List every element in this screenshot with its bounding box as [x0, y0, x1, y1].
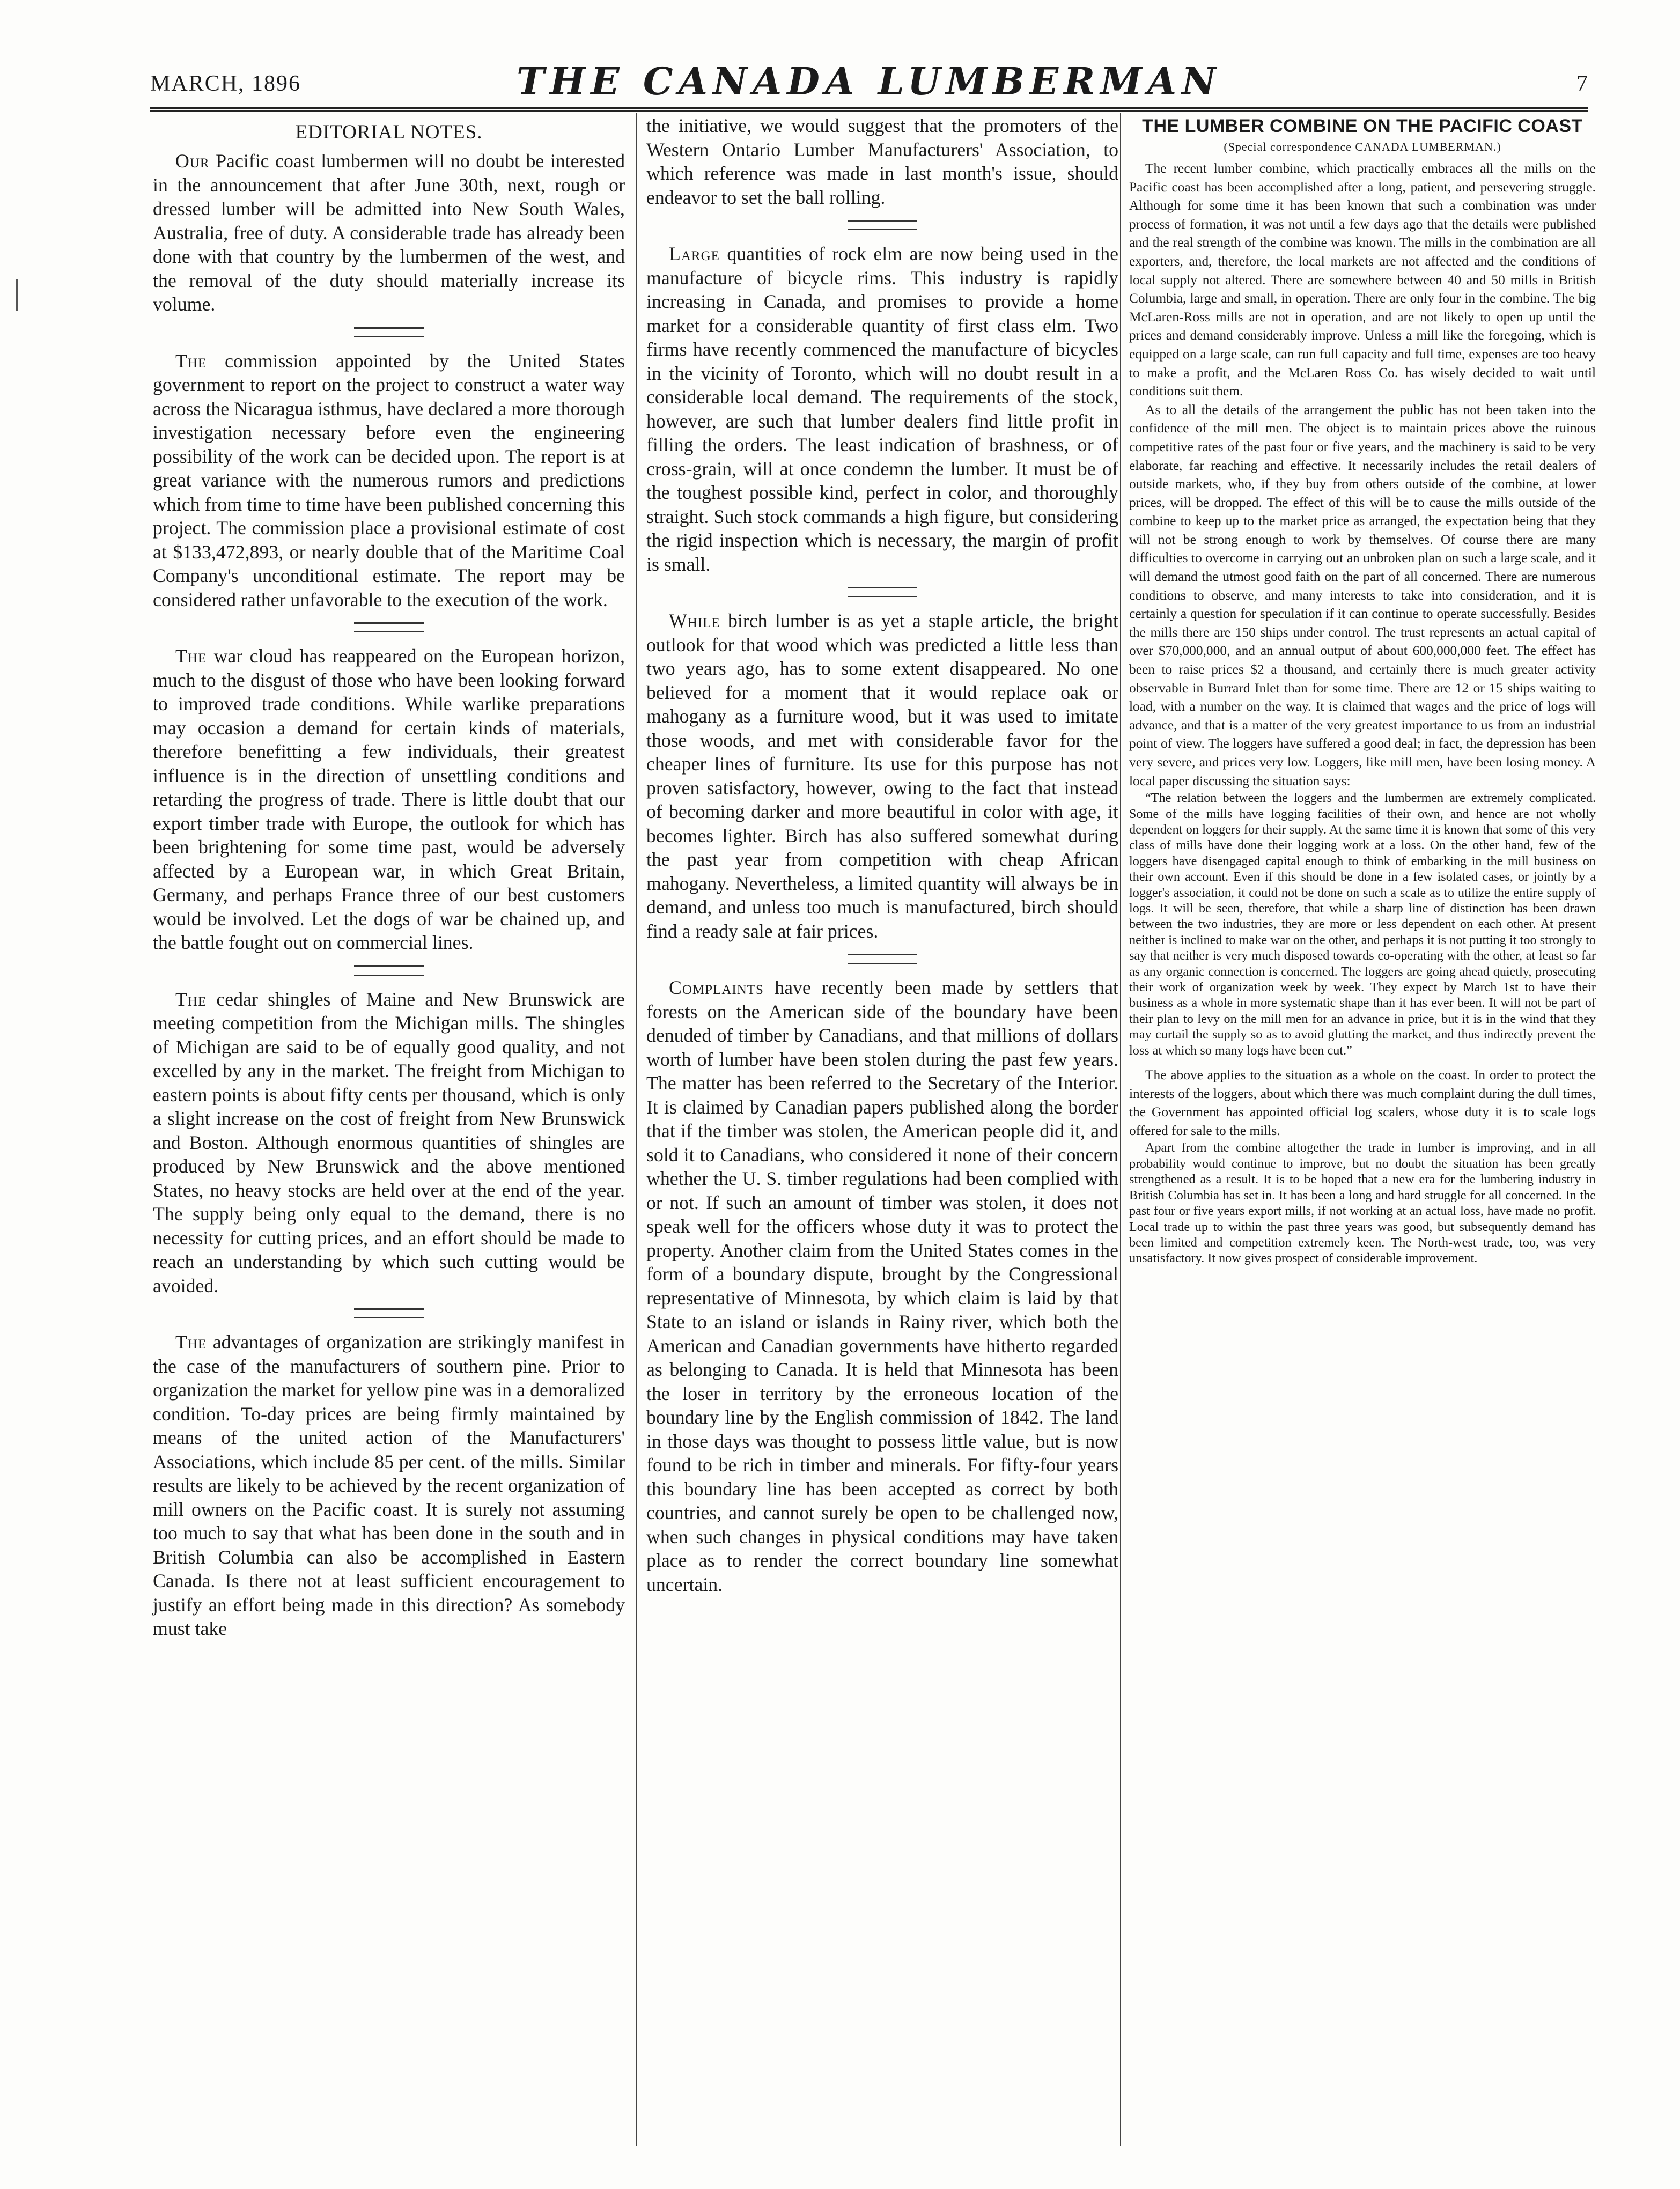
- paragraph-separator: [354, 327, 424, 337]
- paragraph-lead: The: [175, 1331, 207, 1353]
- article-paragraph: [1129, 401, 1596, 790]
- paragraph-text: cedar shingles of Maine and New Brunswick are meeting competition from the Michigan mills. The shingles of Michigan are said to be of equally good quality, and not excelled by any in the market. The freight from Michigan to eastern points is about fifty cents per thousand, which is only a slight increase on the cost of freight from New Brunswick and Boston. Although enormous quantities of shingles are produced by New Brunswick and the above mentioned States, no heavy stocks are held over at the end of the year. The supply being only equal to the demand, there is no necessity for cutting prices, and an effort should be made to reach an understanding by which such cutting would be avoided.: [153, 988, 625, 1296]
- paragraph-text: As to all the details of the arrangement the public has not been taken into the confidence of the mill men. The object is to maintain prices above the ruinous competitive rates of the past four or five years, and the machinery is said to be very elaborate, far reaching and effective. It necessarily includes the retail dealers of outside markets, who, if they buy from others outside of the combine, at lower prices, will be dropped. The effect of this will be to cause the mills outside of the combine to keep up to the market price as arranged, the expectation being that they will not be strong enough to work by themselves. Of course there are many difficulties to overcome in carrying out an unbroken plan on such a large scale, and it will demand the utmost good faith on the part of all concerned. There are numerous conditions to observe, and many interests to take into consideration, and it is certainly a question for speculation if it can continue to operate successfully. Besides the mills there are 150 ships under control. The trust represents an actual capital of over $70,000,000, and an annual output of about 600,000,000 feet. The effect has been to raise prices $2 a thousand, and certainly there is much greater activity observable in Burrard Inlet than for some time. There are 12 or 15 ships waiting to load, with a number on the way. It is claimed that wages and the price of logs will advance, and that is a matter of the very greatest importance to us from an industrial point of view. The loggers have suffered a good deal; in fact, the depression has been very severe, and prices very low. Loggers, like mill men, have been losing money. A local paper discussing the situation says:: [1129, 402, 1596, 788]
- article-paragraph: [153, 987, 625, 1298]
- paragraph-lead: The: [175, 350, 207, 372]
- paragraph-text: quantities of rock elm are now being used in the manufacture of bicycle rims. This industry is rapidly increasing in Canada, and promises to provide a home market for a considerable quantity of first class elm. Two firms have recently commenced the manufacture of bicycles in the vicinity of Toronto, which will no doubt result in a considerable local demand. The requirements of the stock, however, are such that lumber dealers find little profit in filling the orders. The least indication of brashness, or of cross-grain, will at once condemn the lumber. It must be of the toughest possible kind, perfect in color, and thoroughly straight. Such stock commands a high figure, but considering the rigid inspection which is necessary, the margin of profit is small.: [646, 243, 1118, 575]
- quote-paragraph: “The relation between the loggers and the lumbermen are extremely complicated. Some of the mills have logging facilities of their own, and hence are not wholly dependent on loggers for their supply. At the same time it is known that some of this very class of mills have done their logging work at a loss. On the other hand, few of the loggers have disengaged capital enough to think of embarking in the mill business on their own account. Even if this should be done in a few isolated cases, or jointly by a logger's association, it could not be done on such a scale as to utilize the entire supply of logs. It will be seen, therefore, that while a sharp line of distinction has been drawn between the two industries, they are more or less dependent on each other. At present neither is inclined to make war on the other, and perhaps it is not putting it too strongly to say that neither is very much disposed towards co-operating with the other, at least so far as any organic connection is concerned. The loggers are going ahead quietly, prosecuting their work of organization week by week. They expect by March 1st to have their business as a whole in more systematic shape than it has ever been. It will not be part of their plan to levy on the mill men for an advance in price, but it is in the wind that they may curtail the supply so as to avoid glutting the market, and thus indirectly prevent the loss at which so many logs have been cut.”: [1129, 791, 1596, 1058]
- paragraph-lead: Large: [669, 243, 720, 264]
- article-paragraph: [646, 242, 1118, 576]
- paragraph-lead: The: [1145, 161, 1167, 176]
- paragraph-text: advantages of organization are strikingly manifest in the case of the manufacturers of southern pine. Prior to organization the market for yellow pine was in a demoralized condition. To-day prices are being firmly maintained by means of the united action of the Manufacturers' Associations, which include 85 per cent. of the mills. Similar results are likely to be achieved by the recent organization of mill owners on the Pacific coast. It is surely not assuming too much to say that what has been done in the south and in British Columbia can also be accomplished in Eastern Canada. Is there not at least sufficient encouragement to justify an effort being made in this direction? As somebody must take: [153, 1331, 625, 1639]
- article-paragraph: [646, 976, 1118, 1596]
- paragraph-separator: [354, 622, 424, 632]
- closing-section: [1129, 1066, 1596, 1266]
- article-paragraph: [153, 149, 625, 316]
- issue-date: MARCH, 1896: [150, 71, 301, 96]
- page-number: 7: [1576, 71, 1588, 96]
- paragraph-separator: [354, 965, 424, 976]
- section-heading: EDITORIAL NOTES.: [295, 121, 483, 143]
- masthead-rule: [150, 107, 1588, 112]
- paragraph-text: have recently been made by settlers that forests on the American side of the boundary have been denuded of timber by Canadians, and that millions of dollars worth of lumber have been stolen during the past few years. The matter has been referred to the Secretary of the Interior. It is claimed by Canadian papers published along the border that if the timber was stolen, the American people did it, and sold it to Canadians, who considered it none of their concern whether the U. S. timber regulations had been complied with or not. If such an amount of timber was stolen, it does not speak well for the officers whose duty it was to protect the property. Another claim from the United States comes in the form of a boundary dispute, brought by the Congressional representative of Minnesota, by which claim is laid by that State to an island or islands in Rainy river, which both the American and Canadian governments have hitherto regarded as belonging to Canada. It is held that Minnesota has been the loser in territory by the erroneous location of the boundary line by the English commission of 1842. The land in those days was thought to possess little value, but is now found to be rich in timber and minerals. For fifty-four years this boundary line has been accepted as correct by both countries, and cannot surely be open to be challenged now, when such changes in physical conditions may have taken place as to render the correct boundary line somewhat uncertain.: [646, 977, 1118, 1595]
- paragraph-text: birch lumber is as yet a staple article, the bright outlook for that wood which was predicted a little less than two years ago, has to some extent disappeared. No one believed for a moment that it would replace oak or mahogany as a furniture wood, but it was used to imitate those woods, and met with considerable favor for the cheaper lines of furniture. Its use for this purpose has not proven satisfactory, however, owing to the fact that instead of becoming darker and more beautiful in color with age, it becomes lighter. Birch has also suffered somewhat during the past year from competition with cheap African mahogany. Nevertheless, a limited quantity will always be in demand, and unless too much is manufactured, birch should find a ready sale at fair prices.: [646, 610, 1118, 942]
- paragraph-separator: [848, 220, 917, 230]
- paragraph-separator: [354, 1308, 424, 1318]
- paragraph-lead: The: [175, 645, 207, 667]
- column-divider: [1120, 113, 1121, 2146]
- paragraph-text: commission appointed by the United States government to report on the project to construct a water way across the Nicaragua isthmus, have declared a more thorough investigation necessary before even the engineering possibility of the work can be decided upon. The report is at great variance with the numerous rumors and predictions which from time to time have been published concerning this project. The commission place a provisional estimate of cost at $133,472,893, or nearly double that of the Maritime Coal Company's unconditional estimate. The report may be considered rather unfavorable to the execution of the work.: [153, 350, 625, 610]
- paragraph-text: Pacific coast lumbermen will no doubt be interested in the announcement that after June 30th, next, rough or dressed lumber will be admitted into New South Wales, Australia, free of duty. A considerable trade has already been done with that country by the lumbermen of the west, and the removal of the duty should materially increase its volume.: [153, 150, 625, 315]
- article-paragraph: [1129, 1066, 1596, 1140]
- article-paragraph: [646, 609, 1118, 943]
- article-paragraph: [1129, 1140, 1596, 1266]
- paragraph-text: war cloud has reappeared on the European horizon, much to the disgust of those who have been looking forward to improved trade conditions. While warlike preparations may occasion a demand for certain kinds of materials, therefore benefitting a few individuals, their greatest influence is in the direction of unsettling conditions and retarding the progress of trade. There is little doubt that our export timber trade with Europe, the outlook for which has been brightening for some time past, would be adversely affected by a European war, in which Great Britain, Germany, and perhaps France three of our best customers would be involved. Let the dogs of war be chained up, and the battle fought out on commercial lines.: [153, 645, 625, 953]
- paragraph-separator: [848, 954, 917, 964]
- column-middle: [646, 114, 1118, 1596]
- margin-mark: [16, 279, 21, 311]
- paragraph-lead: Our: [175, 150, 210, 172]
- article-paragraph: [1129, 159, 1596, 401]
- paragraph-text: Apart from the combine altogether the trade in lumber is improving, and in all probability would continue to improve, but no doubt the situation has been greatly strengthened as a result. It is to be hoped that a new era for the lumbering industry in British Columbia has set in. It has been a long and hard struggle for all concerned. In the past four or five years export mills, if not working at an actual loss, have made no profit. Local trade up to within the past three years was good, but subsequently demand has been limited and competition extremely keen. The North-west trade, too, was very unsatisfactory. It now gives prospect of considerable improvement.: [1129, 1140, 1596, 1266]
- paragraph-lead: Complaints: [669, 977, 764, 998]
- column-lumber-combine: [1129, 114, 1596, 1266]
- article-subheading: (Special correspondence CANADA LUMBERMAN.): [1224, 140, 1501, 153]
- paragraph-lead: While: [669, 610, 720, 631]
- column-editorial-notes: [153, 114, 625, 1641]
- article-heading: THE LUMBER COMBINE ON THE PACIFIC COAST: [1142, 116, 1583, 136]
- newspaper-title: THE CANADA LUMBERMAN: [516, 59, 1222, 104]
- article-paragraph: [153, 1330, 625, 1641]
- article-paragraph: [646, 114, 1118, 209]
- paragraph-lead: The: [175, 988, 207, 1010]
- column-divider: [636, 113, 637, 2146]
- paragraph-text: The above applies to the situation as a whole on the coast. In order to protect the interests of the loggers, about which there was much complaint during the dull times, the Government has appointed official log scalers, whose duty it is to scale logs offered for sale to the mills.: [1129, 1067, 1596, 1138]
- paragraph-separator: [848, 587, 917, 597]
- paragraph-text: recent lumber combine, which practically embraces all the mills on the Pacific coast has been accomplished after a long, patient, and persevering struggle. Although for some time it has been known that such a combination was under process of formation, it was not until a few days ago that the details were published and the real strength of the combine was known. The mills in the combination are all exporters, and, therefore, the local markets are not affected and the conditions of local supply not altered. There are somewhere between 40 and 50 mills in British Columbia, large and small, in operation. There are only four in the combine. The big McLaren-Ross mills are not in operation, and are not likely to open up until the prices and demand considerably improve. Unless a mill like the foregoing, which is equipped on a large scale, can run full capacity and full time, expenses are too heavy to make a profit, and the McLaren Ross Co. has wisely decided to wait until conditions suit them.: [1129, 161, 1596, 399]
- article-paragraph: [153, 349, 625, 612]
- paragraph-text: the initiative, we would suggest that the promoters of the Western Ontario Lumber Manufacturers' Association, to which reference was made in last month's issue, should endeavor to set the ball rolling.: [646, 115, 1118, 208]
- quoted-passage: [1129, 790, 1596, 1058]
- article-paragraph: [153, 644, 625, 955]
